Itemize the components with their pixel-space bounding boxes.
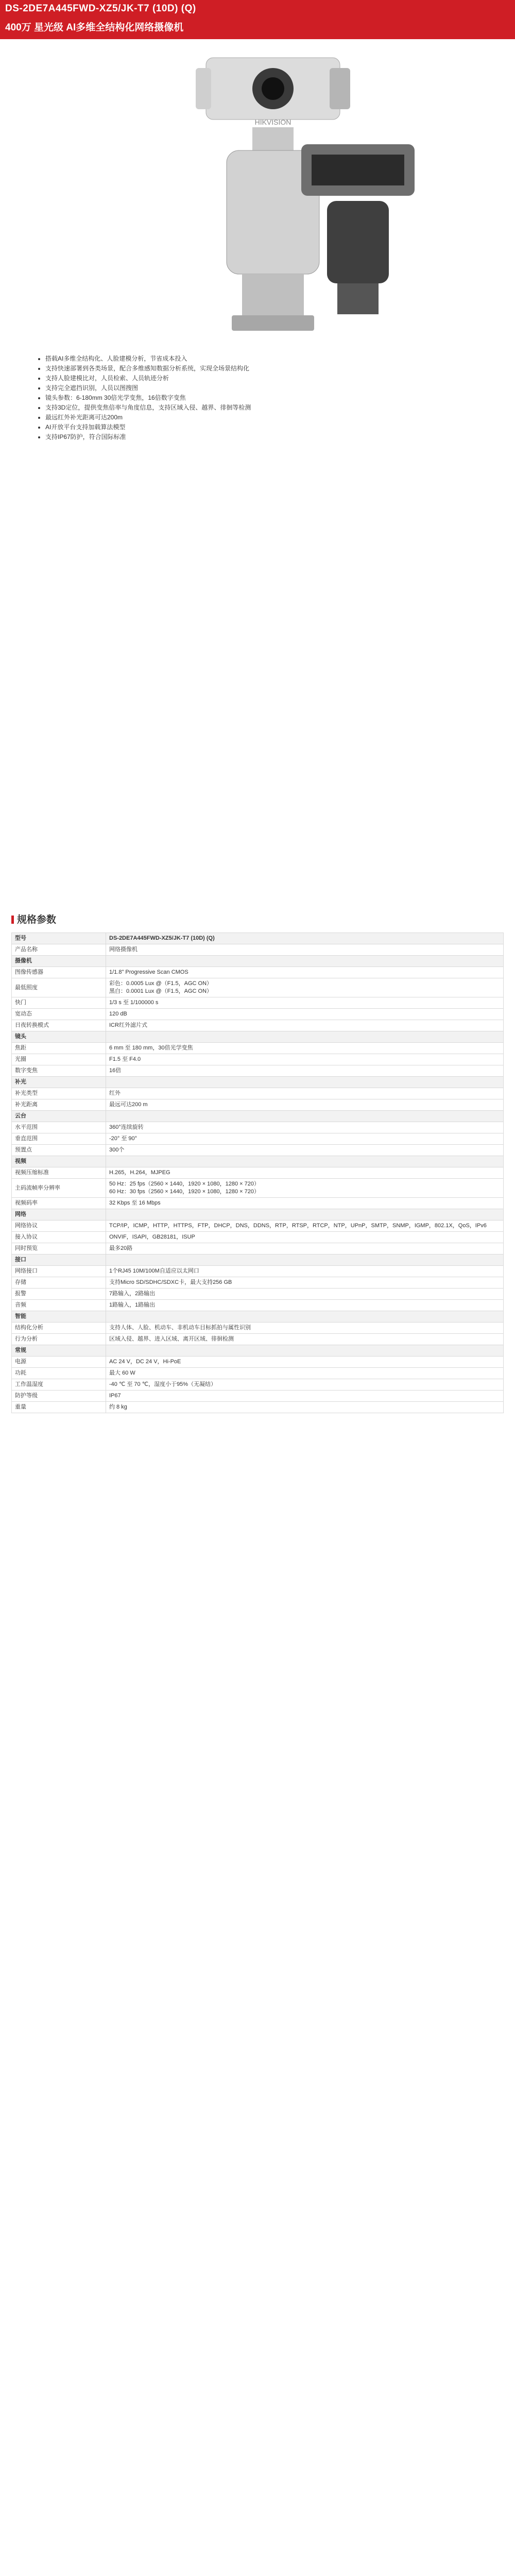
spec-row [12,1145,504,1156]
spec-key: 行为分析 [12,1334,106,1345]
spec-row [12,1368,504,1379]
spec-row [12,1221,504,1232]
spec-key: 垂直范围 [12,1133,106,1145]
spec-key: 数字变焦 [12,1065,106,1077]
spec-value: TCP/IP，ICMP，HTTP，HTTPS，FTP，DHCP，DNS，DDNS，RTP，RTSP，RTCP，NTP，UPnP，SMTP，SNMP，IGMP，802.1X，QoS，IPv6 [106,1221,504,1232]
spec-value: F1.5 至 F4.0 [106,1054,504,1065]
feature-item: • AI开放平台支持加载算法模型 [45,422,511,432]
spec-key: 补光 [12,1077,106,1088]
spec-value: 7路输入，2路输出 [106,1289,504,1300]
feature-item: • 支持人脸建模比对，人员检索、人员轨迹分析 [45,374,511,383]
spec-row [12,1065,504,1077]
spec-category-row [12,956,504,967]
spec-value: 最大 60 W [106,1368,504,1379]
spec-value [106,1255,504,1266]
spec-key: 摄像机 [12,956,106,967]
spec-value [106,956,504,967]
spec-value: 支持人体、人脸、机动车、非机动车目标抓拍与属性识别 [106,1323,504,1334]
brand-logo: HIKVISION [254,118,291,126]
spec-row [12,1122,504,1133]
spec-row [12,1277,504,1289]
feature-item: • 支持IP67防护，符合国际标准 [45,432,511,442]
spec-value: 50 Hz：25 fps（2560 × 1440，1920 × 1080，1280 × 720） 60 Hz：30 fps（2560 × 1440，1920 × 1080，1280 × 720） [106,1179,504,1198]
spec-key: 焦距 [12,1043,106,1054]
spec-value: -40 ℃ 至 70 ℃，湿度小于95%（无凝结） [106,1379,504,1391]
spec-key: 防护等级 [12,1391,106,1402]
spec-key: 音频 [12,1300,106,1311]
spec-value [106,1156,504,1167]
spec-key: 视频压缩标准 [12,1167,106,1179]
spec-key: 云台 [12,1111,106,1122]
spec-value: AC 24 V，DC 24 V，Hi-PoE [106,1357,504,1368]
spec-key: 重量 [12,1402,106,1413]
spec-row [12,1357,504,1368]
spec-category-row [12,1077,504,1088]
spec-value: DS-2DE7A445FWD-XZ5/JK-T7 (10D) (Q) [106,933,504,944]
spec-key: 补光类型 [12,1088,106,1099]
spec-key: 存储 [12,1277,106,1289]
title-bar [0,0,515,39]
spec-value [106,1345,504,1357]
spec-key: 电源 [12,1357,106,1368]
spec-key: 功耗 [12,1368,106,1379]
spec-key: 光圈 [12,1054,106,1065]
spec-row [12,1391,504,1402]
spec-value: 1/3 s 至 1/100000 s [106,997,504,1009]
spec-row [12,1232,504,1243]
spec-row [12,1300,504,1311]
feature-list [25,354,511,442]
feature-item: • 支持完全遮挡识别，人员以图搜图 [45,383,511,393]
spec-row [12,1099,504,1111]
spec-value: 彩色：0.0005 Lux @（F1.5，AGC ON） 黑白：0.0001 Lux @（F1.5，AGC ON） [106,978,504,997]
spec-row [12,1402,504,1413]
spec-value [106,1077,504,1088]
spec-category-row [12,1311,504,1323]
spec-row [12,1243,504,1255]
spec-value: 360°连续旋转 [106,1122,504,1133]
spec-value: ONVIF，ISAPI，GB28181，ISUP [106,1232,504,1243]
spec-key: 日夜转换模式 [12,1020,106,1031]
spec-value: 区域入侵、越界、进入区域、离开区域、徘徊检测 [106,1334,504,1345]
feature-item: • 支持3D定位，提供变焦倍率与角度信息，支持区域入侵、越界、徘徊等检测 [45,403,511,412]
spec-row [12,1167,504,1179]
spec-row [12,1009,504,1020]
spec-value [106,1111,504,1122]
spec-category-row [12,1209,504,1221]
spec-value: -20° 至 90° [106,1133,504,1145]
spec-key: 宽动态 [12,1009,106,1020]
spec-row [12,1323,504,1334]
product-subtitle: 400万 星光级 AI多维全结构化网络摄像机 [5,22,184,33]
spec-key: 报警 [12,1289,106,1300]
spec-row [12,1088,504,1099]
spec-value: 1/1.8" Progressive Scan CMOS [106,967,504,978]
spec-row [12,1054,504,1065]
spec-value: 16倍 [106,1065,504,1077]
spec-value: 1个RJ45 10M/100M自适应以太网口 [106,1266,504,1277]
spec-category-row [12,1255,504,1266]
spec-row [12,997,504,1009]
spec-key: 网络 [12,1209,106,1221]
spec-value: 300个 [106,1145,504,1156]
feature-item: • 搭载AI多维全结构化、人脸建模分析，节省成本投入 [45,354,511,363]
spec-key: 接口 [12,1255,106,1266]
spec-section-heading [11,912,56,926]
spec-key: 视频 [12,1156,106,1167]
spec-key: 预置点 [12,1145,106,1156]
spec-key: 快门 [12,997,106,1009]
spec-row [12,1334,504,1345]
spec-value: 约 8 kg [106,1402,504,1413]
spec-heading-text: 规格参数 [17,914,57,925]
camera-side-image [296,134,420,319]
spec-category-row [12,1345,504,1357]
spec-value [106,1311,504,1323]
spec-row [12,967,504,978]
spec-key: 视频码率 [12,1198,106,1209]
spec-key: 水平范围 [12,1122,106,1133]
spec-value [106,1031,504,1043]
spec-value: 最远可达200 m [106,1099,504,1111]
spec-key: 镜头 [12,1031,106,1043]
spec-key: 主码流帧率分辨率 [12,1179,106,1198]
spec-value: H.265，H.264，MJPEG [106,1167,504,1179]
spec-value: 120 dB [106,1009,504,1020]
spec-key: 工作温湿度 [12,1379,106,1391]
spec-row [12,1043,504,1054]
spec-value: 红外 [106,1088,504,1099]
spec-key: 网络协议 [12,1221,106,1232]
feature-item: • 最远红外补光距离可达200m [45,413,511,422]
spec-value: 支持Micro SD/SDHC/SDXC卡，最大支持256 GB [106,1277,504,1289]
spec-value: 网络摄像机 [106,944,504,956]
spec-value: 最多20路 [106,1243,504,1255]
spec-category-row [12,1156,504,1167]
spec-value: 32 Kbps 至 16 Mbps [106,1198,504,1209]
spec-value [106,1209,504,1221]
spec-row [12,1179,504,1198]
spec-row [12,1020,504,1031]
spec-key: 接入协议 [12,1232,106,1243]
spec-value: 6 mm 至 180 mm，30倍光学变焦 [106,1043,504,1054]
spec-category-row [12,1111,504,1122]
spec-key: 补光距离 [12,1099,106,1111]
spec-row [12,1198,504,1209]
spec-key: 智能 [12,1311,106,1323]
spec-table [11,933,504,1413]
spec-value: 1路输入，1路输出 [106,1300,504,1311]
spec-key: 型号 [12,933,106,944]
spec-category-row [12,1031,504,1043]
spec-row [12,1266,504,1277]
spec-key: 最低照度 [12,978,106,997]
spec-row [12,978,504,997]
feature-item: • 支持快速部署到各类场景，配合多维感知数据分析系统，实现全场景结构化 [45,364,511,373]
spec-key: 常规 [12,1345,106,1357]
spec-value: ICR红外滤片式 [106,1020,504,1031]
spec-key: 图像传感器 [12,967,106,978]
spec-row [12,1133,504,1145]
spec-key: 产品名称 [12,944,106,956]
spec-key: 同时预览 [12,1243,106,1255]
spec-value: IP67 [106,1391,504,1402]
spec-row [12,944,504,956]
spec-row [12,1379,504,1391]
feature-item: • 镜头参数：6-180mm 30倍光学变焦，16倍数字变焦 [45,393,511,402]
spec-key: 网络接口 [12,1266,106,1277]
spec-key: 结构化分析 [12,1323,106,1334]
product-model-title: DS-2DE7A445FWD-XZ5/JK-T7 (10D) (Q) [5,3,196,14]
spec-category-row [12,933,504,944]
spec-row [12,1289,504,1300]
